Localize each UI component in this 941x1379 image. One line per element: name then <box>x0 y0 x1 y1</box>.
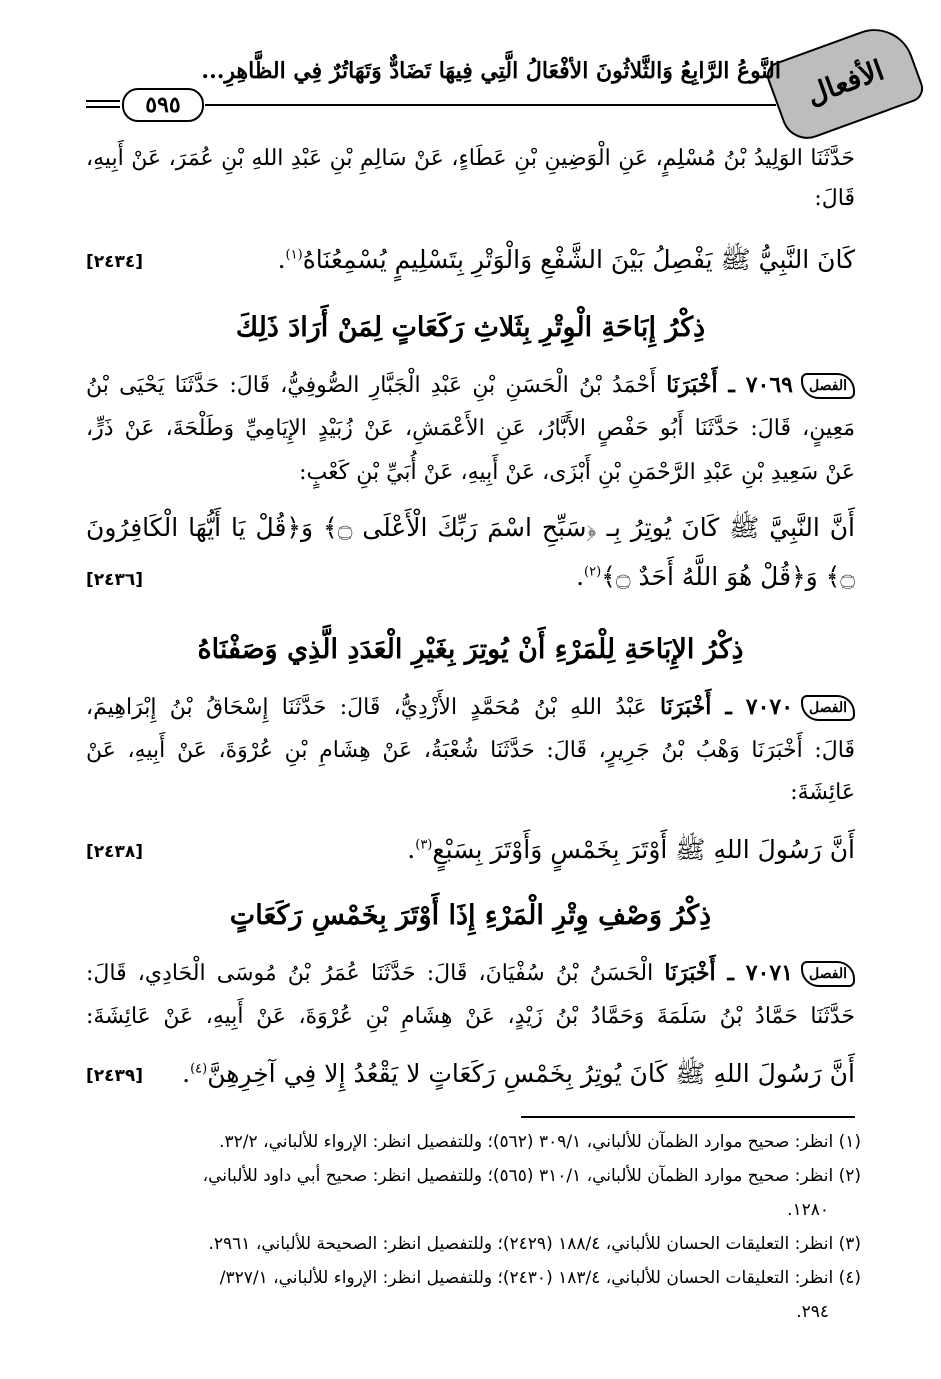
text-line: عَنْ سَعِيدِ بْنِ عَبْدِ الرَّحْمَنِ بْنِ أَبْزَى، عَنْ أَبِيهِ، عَنْ أُبَيِّ بْنِ كَعْبٍ: <box>299 460 855 485</box>
hadith-tag: الفصل <box>801 961 855 987</box>
hadith-end: . <box>407 835 416 864</box>
text-line <box>86 694 855 721</box>
footnote-marker: (٢) <box>584 564 602 580</box>
footnote-marker: (٤) <box>190 1061 208 1077</box>
hadith-number: ٧٠٧١ ـ أَخْبَرَنَا <box>664 960 793 986</box>
footnote-marker: (٣) <box>415 837 433 853</box>
footnote-continued: ١٢٨٠. <box>787 1200 829 1220</box>
footnote: (١) انظر: صحيح موارد الظمآن للألباني، ٣٠٩/١ (٥٦٢)؛ وللتفصيل انظر: الإرواء للألباني، ٣٢/٢. <box>219 1132 861 1152</box>
section-heading: ذِكْرُ إِبَاحَةِ الْوِتْرِ بِثَلاثِ رَكَعَاتٍ لِمَنْ أَرَادَ ذَلِكَ <box>235 312 706 343</box>
reference-number: [٢٤٣٨] <box>86 842 144 862</box>
text-line <box>86 960 855 987</box>
footnote-separator <box>521 1116 855 1118</box>
text-line: عَائِشَةَ: <box>790 780 855 805</box>
hadith-matn: أَنَّ رَسُولَ اللهِ ﷺ كَانَ يُوتِرُ بِخَمْسِ رَكَعَاتٍ لا يَقْعُدُ إِلا فِي آخِرِهِنَّ <box>207 1059 855 1088</box>
chapter-badge-label: الأفعال <box>802 52 889 112</box>
reference-number: [٢٤٣٦] <box>86 570 144 590</box>
chapter-badge <box>763 18 927 146</box>
footnote-continued: ٢٩٤. <box>796 1302 829 1322</box>
hadith-text <box>200 562 855 591</box>
page-header <box>0 0 941 130</box>
hadith-number: ٧٠٧٠ ـ أَخْبَرَنَا <box>660 694 794 720</box>
reference-number: [٢٤٣٤] <box>86 252 144 272</box>
hadith-end: . <box>182 1059 191 1088</box>
hadith-text: أَنَّ النَّبِيَّ ﷺ كَانَ يُوتِرُ بِـ ﴿سَبِّحِ اسْمَ رَبِّكَ الْأَعْلَى ۝﴾ وَ﴿قُلْ يَا أَيُّهَا الْكَافِرُونَ <box>86 513 855 542</box>
text-line: حَدَّثَنَا حَمَّادُ بْنُ سَلَمَةَ وَحَمَّادُ بْنُ زَيْدٍ، عَنْ هِشَامِ بْنِ عُرْوَةَ، عَنْ أَبِيهِ، عَنْ عَائِشَةَ: <box>86 1004 855 1029</box>
footnote: (٢) انظر: صحيح موارد الظمآن للألباني، ٣١٠/١ (٥٦٥)؛ وللتفصيل انظر: صحيح أبي داود للألباني، <box>202 1166 861 1186</box>
hadith-tag: الفصل <box>801 373 855 399</box>
text-line: مَعِينٍ، قَالَ: حَدَّثَنَا أَبُو حَفْصٍ الأَبَّارُ، عَنِ الأَعْمَشِ، عَنْ زُبَيْدٍ الإِيَامِيِّ وَطَلْحَةَ، عَنْ ذَرٍّ، <box>86 416 855 441</box>
text-line: حَدَّثَنَا الوَلِيدُ بْنُ مُسْلِمٍ، عَنِ الْوَضِينِ بْنِ عَطَاءٍ، عَنْ سَالِمِ بْنِ عَبْدِ اللهِ بْنِ عُمَرَ، عَنْ أَبِيهِ، <box>86 146 855 171</box>
isnad-text: أَحْمَدُ بْنُ الْحَسَنِ بْنِ عَبْدِ الْجَبَّارِ الصُّوفِيُّ، قَالَ: حَدَّثَنَا يَحْيَى بْنُ <box>86 373 657 398</box>
section-heading: ذِكْرُ الإِبَاحَةِ لِلْمَرْءِ أَنْ يُوتِرَ بِغَيْرِ الْعَدَدِ الَّذِي وَصَفْنَاهُ <box>197 634 744 665</box>
text-line: قَالَ: <box>814 186 855 211</box>
footnote: (٤) انظر: التعليقات الحسان للألباني، ١٨٣/٤ (٢٤٣٠)؛ وللتفصيل انظر: الإرواء للألباني، ٣٢٧/١/ <box>219 1268 861 1288</box>
text-line: قَالَ: أَخْبَرَنَا وَهْبُ بْنُ جَرِيرٍ، قَالَ: حَدَّثَنَا شُعْبَةُ، عَنْ هِشَامِ بْنِ عُرْوَةَ، عَنْ أَبِيهِ، عَنْ <box>86 738 855 763</box>
hadith-matn: أَنَّ رَسُولَ اللهِ ﷺ أَوْتَرَ بِخَمْسٍ وَأَوْتَرَ بِسَبْعٍ <box>432 835 855 864</box>
hadith-matn: كَانَ النَّبِيُّ ﷺ يَفْصِلُ بَيْنَ الشَّفْعِ وَالْوَتْرِ بِتَسْلِيمٍ يُسْمِعُنَاهُ <box>302 245 855 274</box>
hadith-matn: ۝﴾ وَ﴿قُلْ هُوَ اللَّهُ أَحَدٌ ۝﴾ <box>601 562 855 591</box>
hadith-text <box>182 1058 855 1095</box>
page-number: ٥٩٥ <box>122 88 204 122</box>
hadith-number: ٧٠٦٩ ـ أَخْبَرَنَا <box>666 372 793 398</box>
text-line <box>86 372 855 399</box>
isnad-text: عَبْدُ اللهِ بْنُ مُحَمَّدٍ الأَزْدِيُّ، قَالَ: حَدَّثَنَا إِسْحَاقُ بْنُ إِبْرَاهِيمَ، <box>86 695 647 720</box>
hadith-text <box>200 834 855 871</box>
running-title: النَّوعُ الرَّابِعُ وَالثَّلاثُونَ الأفْعَالُ الَّتِي فِيهَا تَضَادٌّ وَتَهَاتُرٌ فِي الظَّاهِرِ... <box>201 58 781 84</box>
reference-number: [٢٤٣٩] <box>86 1066 144 1086</box>
header-rule <box>205 104 776 106</box>
isnad-text: الْحَسَنُ بْنُ سُفْيَانَ، قَالَ: حَدَّثَنَا عُمَرُ بْنُ مُوسَى الْحَادِي، قَالَ: <box>86 961 654 986</box>
section-heading: ذِكْرُ وَصْفِ وِتْرِ الْمَرْءِ إِذَا أَوْتَرَ بِخَمْسِ رَكَعَاتٍ <box>229 900 712 931</box>
hadith-tag: الفصل <box>801 695 855 721</box>
footnote: (٣) انظر: التعليقات الحسان للألباني، ١٨٨/٤ (٢٤٢٩)؛ وللتفصيل انظر: الصحيحة للألباني، ٢٩٦١. <box>208 1234 861 1254</box>
footnote-marker: (١) <box>285 247 303 263</box>
hadith-end: . <box>277 245 286 274</box>
hadith-end: . <box>576 562 585 591</box>
hadith-text <box>200 244 855 281</box>
header-rule-left <box>86 100 120 108</box>
